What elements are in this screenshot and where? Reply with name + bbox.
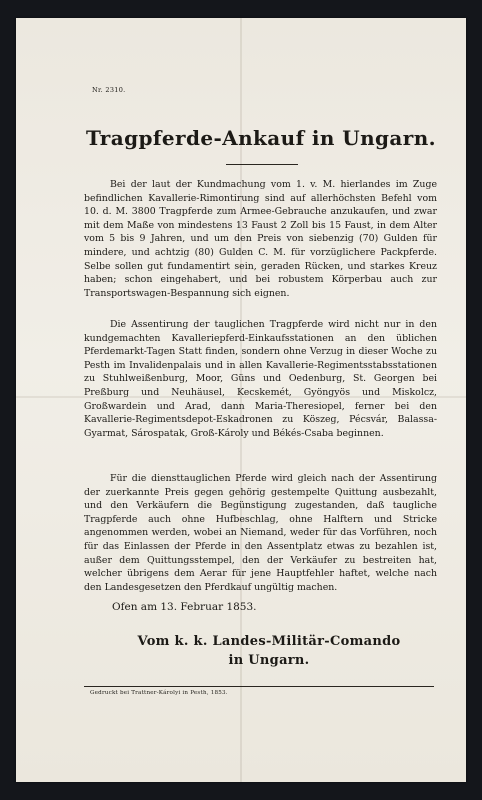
reference-number: Nr. 2310. — [92, 86, 126, 94]
paragraph-purchase-terms: Bei der laut der Kundmachung vom 1. v. M. hierlandes im Zuge befindlichen Kavallerie-Rimontirung sind auf allerhöchsten Befehl vom 10. d. M. 3800 Tragpferde zum Armee-Gebrauche anzukaufen, und zwar mit dem Maße von mindestens 13 Faust 2 Zoll bis 15 Faust, in dem Alter vom 5 bis 9 Jahren, und um den Preis von siebenzig (70) Gulden für mindere, und achtzig (80) Gulden C. M. für vorzüglichere Packpferde. Selbe sollen gut fundamentirt sein, geraden Rücken, und starkes Kreuz haben; schon eingehabert, und bei robustem Körperbau auch zur Transportswagen-Bespannung sich eignen. — [84, 179, 437, 299]
title-divider — [226, 164, 298, 165]
signature-block — [100, 632, 438, 670]
signature-line-2: in Ungarn. — [228, 653, 310, 668]
signature-line-1: Vom k. k. Landes-Militär-Comando — [137, 634, 401, 649]
document-title: Tragpferde-Ankauf in Ungarn. — [85, 126, 437, 150]
paragraph-assentirung-stations: Die Assentirung der tauglichen Tragpferde wird nicht nur in den kundgemachten Kavalleriepferd-Einkaufsstationen an den üblichen Pferdemarkt-Tagen Statt finden, sondern ohne Verzug in dieser Woche zu Pesth im Invalidenpalais und in allen Kavallerie-Regimentsstabsstationen zu Stuhlweißenburg, Moor, Güns und Oedenburg, St. Georgen bei Preßburg und Neuhäusel, Kecskemét, Gyöngyös und Miskolcz, Großwardein und Arad, dann Maria-Theresiopel, ferner bei den Kavallerie-Regimentsdepot-Eskadronen zu Köszeg, Pécsvár, Balassa-Gyarmat, Sárospatak, Groß-Károly und Békés-Csaba beginnen. — [84, 319, 437, 439]
printer-imprint: Gedruckt bei Trattner-Károlyi in Pesth, 1853. — [90, 690, 228, 696]
dateline: Ofen am 13. Februar 1853. — [112, 601, 257, 613]
footer-rule — [84, 686, 434, 687]
paragraph-payment-terms: Für die diensttauglichen Pferde wird gleich nach der Assentirung der zuerkannte Preis gegen gehörig gestempelte Quittung ausbezahlt, und den Verkäufern die Begünstigung zugestanden, daß taugliche Tragpferde auch ohne Hufbeschlag, ohne Halftern und Stricke angenommen werden, wobei an Niemand, weder für das Vorführen, noch für das Einlassen der Pferde in den Assentplatz etwas zu bezahlen ist, außer dem Quittungsstempel, den der Verkäufer zu bestreiten hat, welcher übrigens dem Aerar für jene Hauptfehler haftet, welche nach den Landesgesetzen den Pferdkauf ungültig machen. — [84, 473, 437, 593]
